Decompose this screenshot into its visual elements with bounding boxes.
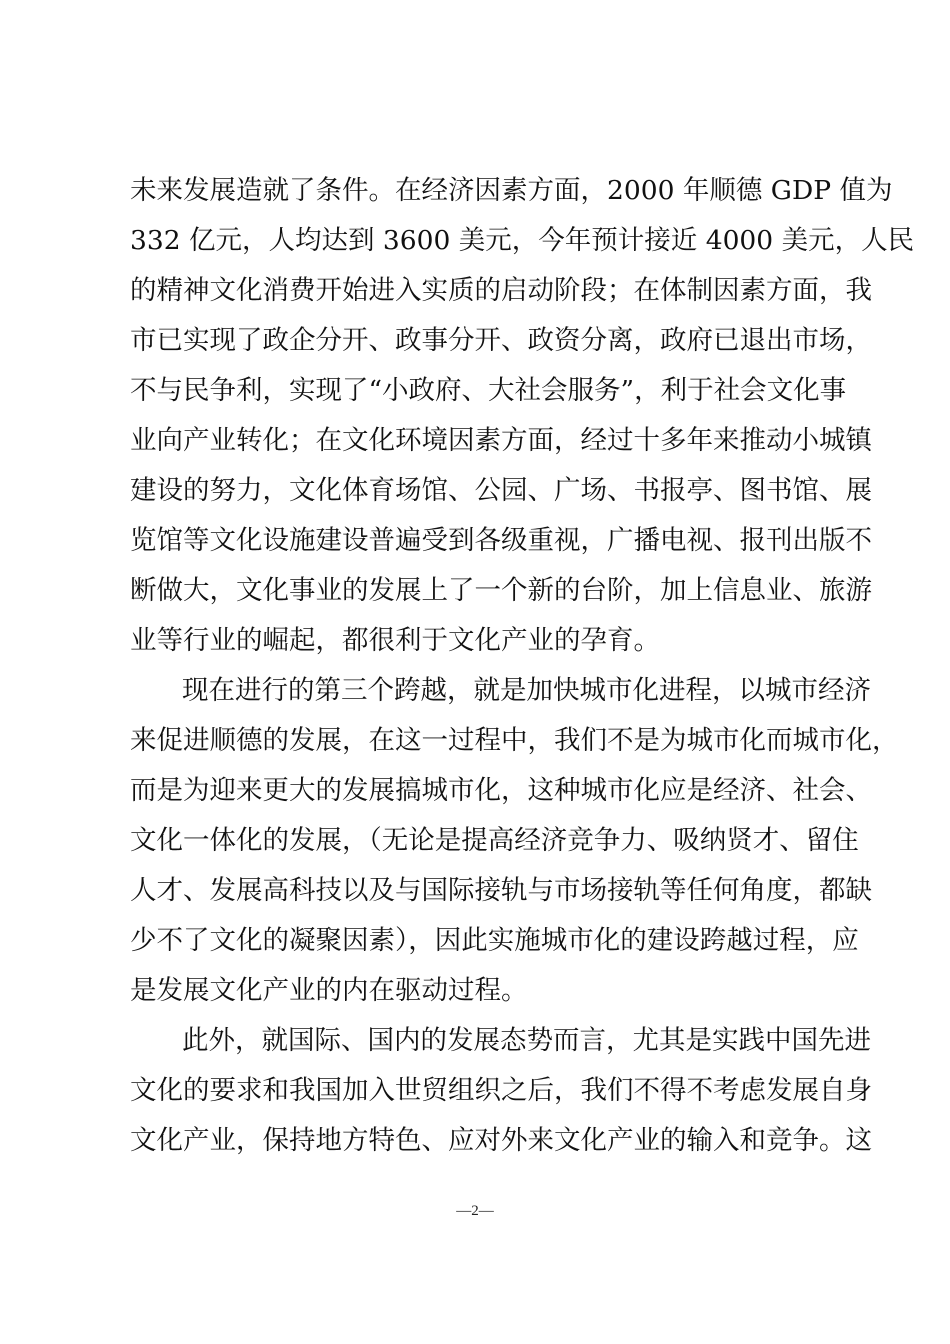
page-number: —2—: [456, 1203, 494, 1219]
text-line: 此外，就国际、国内的发展态势而言，尤其是实践中国先进: [182, 1025, 871, 1056]
text-line: 332 亿元，人均达到 3600 美元，今年预计接近 4000 美元，人民: [130, 225, 915, 256]
text-line: 来促进顺德的发展，在这一过程中，我们不是为城市化而城市化，: [130, 725, 899, 756]
text-line: 少不了文化的凝聚因素），因此实施城市化的建设跨越过程，应: [130, 925, 859, 956]
text-line: 览馆等文化设施建设普遍受到各级重视，广播电视、报刊出版不: [130, 525, 872, 556]
paragraph-economic-conditions: [130, 166, 915, 666]
text-line: 而是为迎来更大的发展搞城市化，这种城市化应是经济、社会、: [130, 775, 872, 806]
text-line: 文化的要求和我国加入世贸组织之后，我们不得不考虑发展自身: [130, 1075, 872, 1106]
text-line: 未来发展造就了条件。在经济因素方面，2000 年顺德 GDP 值为: [130, 175, 893, 206]
text-line: 文化一体化的发展，（无论是提高经济竞争力、吸纳贤才、留住: [130, 825, 859, 856]
text-line: 现在进行的第三个跨越，就是加快城市化进程，以城市经济: [182, 675, 871, 706]
text-line: 断做大，文化事业的发展上了一个新的台阶，加上信息业、旅游: [130, 575, 872, 606]
text-line: 是发展文化产业的内在驱动过程。: [130, 975, 528, 1006]
text-line: 的精神文化消费开始进入实质的启动阶段；在体制因素方面，我: [130, 275, 872, 306]
text-line: 建设的努力，文化体育场馆、公园、广场、书报亭、图书馆、展: [130, 475, 872, 506]
text-line: 市已实现了政企分开、政事分开、政资分离，政府已退出市场，: [130, 325, 872, 356]
text-line: 业向产业转化；在文化环境因素方面，经过十多年来推动小城镇: [130, 425, 872, 456]
document-body: [130, 166, 915, 1166]
text-line: 文化产业，保持地方特色、应对外来文化产业的输入和竞争。这: [130, 1125, 872, 1156]
paragraph-international-situation: [130, 1016, 872, 1166]
text-line: 业等行业的崛起，都很利于文化产业的孕育。: [130, 625, 660, 656]
text-line: 不与民争利，实现了“小政府、大社会服务”，利于社会文化事: [130, 375, 847, 406]
text-line: 人才、发展高科技以及与国际接轨与市场接轨等任何角度，都缺: [130, 875, 872, 906]
paragraph-third-leap: [130, 666, 899, 1016]
